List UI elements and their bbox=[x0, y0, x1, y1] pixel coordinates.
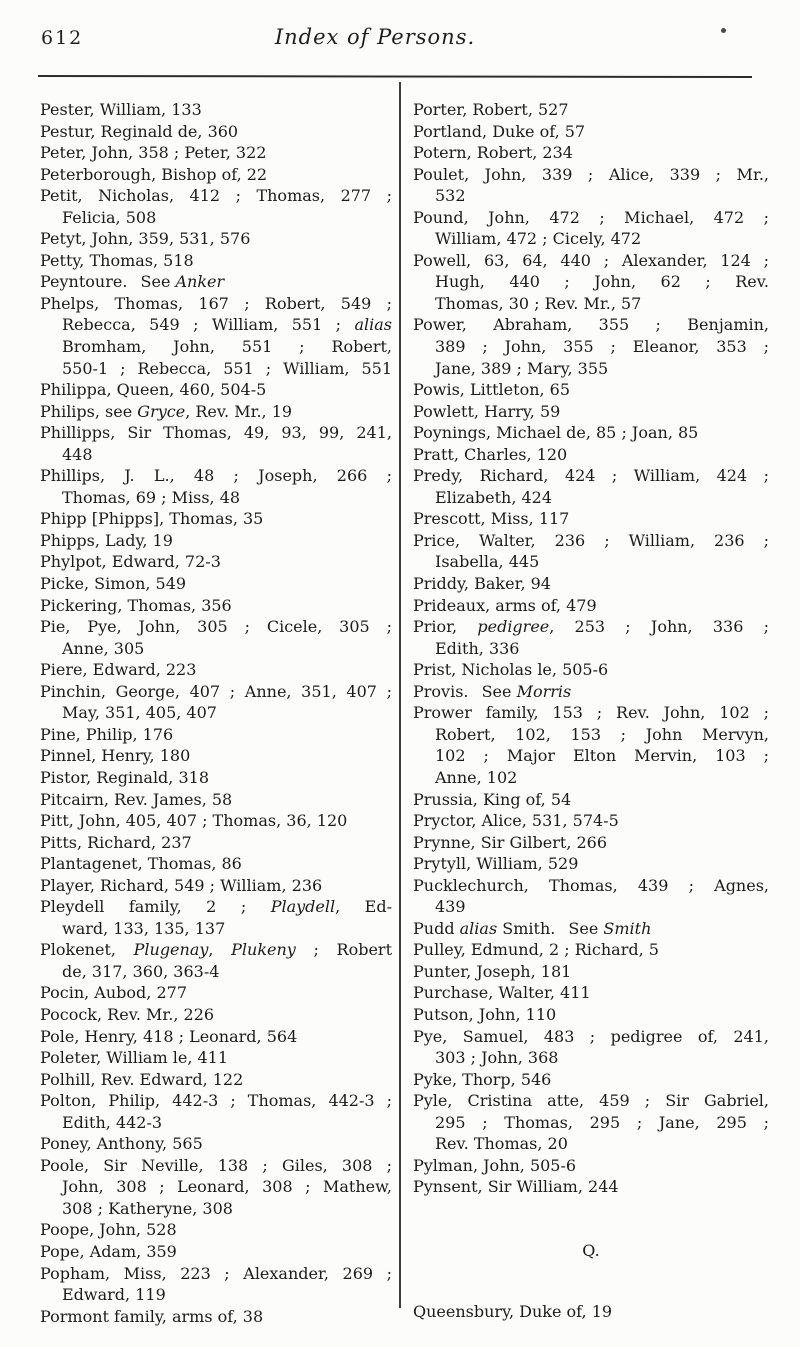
index-line: Picke, Simon, 549 bbox=[40, 574, 187, 594]
index-line: Pitts, Richard, 237 bbox=[40, 832, 192, 852]
index-line: Phillipps, Sir Thomas, 49, 93, 99, 241, bbox=[40, 423, 392, 443]
index-line: Pistor, Reginald, 318 bbox=[40, 767, 210, 787]
index-line: Queensbury, Duke of, 19 bbox=[413, 1302, 613, 1322]
index-line: Prideaux, arms of, 479 bbox=[413, 595, 597, 615]
index-line: Anne, 102 bbox=[435, 767, 518, 787]
page-number: 612 bbox=[41, 27, 84, 49]
index-line: Pye, Samuel, 483 ; pedigree of, 241, bbox=[413, 1026, 769, 1046]
index-line: Priddy, Baker, 94 bbox=[413, 574, 551, 594]
index-line: Price, Walter, 236 ; William, 236 ; bbox=[413, 530, 769, 550]
index-line: Peyntoure. See Anker bbox=[40, 272, 225, 292]
index-line: Rev. Thomas, 20 bbox=[435, 1134, 568, 1154]
index-line: Poney, Anthony, 565 bbox=[40, 1134, 203, 1154]
index-line: Polhill, Rev. Edward, 122 bbox=[40, 1069, 244, 1089]
index-line: Polton, Philip, 442-3 ; Thomas, 442-3 ; bbox=[40, 1091, 392, 1111]
index-line: Prussia, King of, 54 bbox=[413, 789, 572, 809]
index-line: Pestur, Reginald de, 360 bbox=[40, 121, 239, 141]
index-line: Prower family, 153 ; Rev. John, 102 ; bbox=[413, 703, 769, 723]
index-line: Pine, Philip, 176 bbox=[40, 724, 174, 744]
index-line: Pylman, John, 505-6 bbox=[413, 1155, 577, 1175]
index-line: Philippa, Queen, 460, 504-5 bbox=[40, 380, 267, 400]
index-line: Poynings, Michael de, 85 ; Joan, 85 bbox=[413, 423, 699, 443]
index-line: Phipp [Phipps], Thomas, 35 bbox=[40, 509, 264, 529]
index-line: Poole, Sir Neville, 138 ; Giles, 308 ; bbox=[40, 1155, 392, 1175]
index-line: Petty, Thomas, 518 bbox=[40, 250, 194, 270]
index-line: 295 ; Thomas, 295 ; Jane, 295 ; bbox=[435, 1112, 769, 1132]
index-line: Pie, Pye, John, 305 ; Cicele, 305 ; bbox=[40, 617, 392, 637]
index-line: Philips, see Gryce, Rev. Mr., 19 bbox=[40, 401, 293, 421]
index-line: John, 308 ; Leonard, 308 ; Mathew, bbox=[62, 1177, 392, 1197]
index-line: Pormont family, arms of, 38 bbox=[40, 1306, 264, 1326]
index-line: Prytyll, William, 529 bbox=[413, 854, 579, 874]
index-line: Thomas, 30 ; Rev. Mr., 57 bbox=[435, 293, 642, 313]
index-line: Hugh, 440 ; John, 62 ; Rev. bbox=[435, 272, 769, 292]
index-line: Thomas, 69 ; Miss, 48 bbox=[62, 487, 241, 507]
index-line: Pocock, Rev. Mr., 226 bbox=[40, 1004, 215, 1024]
index-line: ward, 133, 135, 137 bbox=[62, 918, 226, 938]
index-line: 389 ; John, 355 ; Eleanor, 353 ; bbox=[435, 337, 769, 357]
index-line: Jane, 389 ; Mary, 355 bbox=[435, 358, 609, 378]
index-line: Pole, Henry, 418 ; Leonard, 564 bbox=[40, 1026, 298, 1046]
index-line: Pinchin, George, 407 ; Anne, 351, 407 ; bbox=[40, 681, 392, 701]
page-title: Index of Persons. bbox=[274, 25, 476, 49]
index-line: Power, Abraham, 355 ; Benjamin, bbox=[413, 315, 769, 335]
index-line: William, 472 ; Cicely, 472 bbox=[435, 229, 642, 249]
index-line: 448 bbox=[62, 444, 93, 464]
index-line: Pocin, Aubod, 277 bbox=[40, 983, 187, 1003]
index-line: Piere, Edward, 223 bbox=[40, 660, 197, 680]
index-line: Potern, Robert, 234 bbox=[413, 143, 573, 163]
index-line: Edith, 442-3 bbox=[62, 1112, 163, 1132]
index-line: Powis, Littleton, 65 bbox=[413, 380, 571, 400]
index-line: Phelps, Thomas, 167 ; Robert, 549 ; bbox=[40, 293, 392, 313]
index-line: Pucklechurch, Thomas, 439 ; Agnes, bbox=[413, 875, 769, 895]
index-line: Petit, Nicholas, 412 ; Thomas, 277 ; bbox=[40, 186, 392, 206]
index-line: Powlett, Harry, 59 bbox=[413, 401, 561, 421]
index-line: 439 bbox=[435, 897, 466, 917]
index-line: Putson, John, 110 bbox=[413, 1004, 557, 1024]
index-line: Poleter, William le, 411 bbox=[40, 1048, 229, 1068]
right-column bbox=[413, 99, 769, 1323]
index-line: Pound, John, 472 ; Michael, 472 ; bbox=[413, 207, 769, 227]
index-line: Phipps, Lady, 19 bbox=[40, 530, 173, 550]
column-divider bbox=[399, 82, 401, 1308]
index-line: 532 bbox=[435, 186, 466, 206]
index-line: Edward, 119 bbox=[62, 1285, 166, 1305]
index-line: Prist, Nicholas le, 505-6 bbox=[413, 660, 609, 680]
index-line: Elizabeth, 424 bbox=[435, 487, 553, 507]
index-line: Purchase, Walter, 411 bbox=[413, 983, 591, 1003]
index-line: Pyke, Thorp, 546 bbox=[413, 1069, 552, 1089]
index-line: Pynsent, Sir William, 244 bbox=[413, 1177, 619, 1197]
index-line: Robert, 102, 153 ; John Mervyn, bbox=[435, 724, 769, 744]
index-line: Pudd alias Smith. See Smith bbox=[413, 918, 652, 938]
index-line: Pulley, Edmund, 2 ; Richard, 5 bbox=[413, 940, 659, 960]
index-line: Plantagenet, Thomas, 86 bbox=[40, 854, 242, 874]
index-line: Rebecca, 549 ; William, 551 ; alias bbox=[62, 315, 392, 335]
index-line: Peter, John, 358 ; Peter, 322 bbox=[40, 143, 267, 163]
index-line: 303 ; John, 368 bbox=[435, 1048, 559, 1068]
section-heading: Q. bbox=[582, 1240, 600, 1260]
index-line: Pratt, Charles, 120 bbox=[413, 444, 568, 464]
index-line: Prynne, Sir Gilbert, 266 bbox=[413, 832, 608, 852]
header-rule bbox=[38, 75, 752, 78]
index-line: 102 ; Major Elton Mervin, 103 ; bbox=[435, 746, 769, 766]
index-line: Pinnel, Henry, 180 bbox=[40, 746, 191, 766]
index-line: Poulet, John, 339 ; Alice, 339 ; Mr., bbox=[413, 164, 769, 184]
index-line: Anne, 305 bbox=[62, 638, 145, 658]
index-line: Punter, Joseph, 181 bbox=[413, 961, 572, 981]
index-line: Felicia, 508 bbox=[62, 207, 157, 227]
index-line: de, 317, 360, 363-4 bbox=[62, 961, 220, 981]
index-line: Popham, Miss, 223 ; Alexander, 269 ; bbox=[40, 1263, 392, 1283]
index-line: Prior, pedigree, 253 ; John, 336 ; bbox=[413, 617, 769, 637]
index-line: Player, Richard, 549 ; William, 236 bbox=[40, 875, 323, 895]
index-line: Porter, Robert, 527 bbox=[413, 100, 569, 119]
index-line: Pitt, John, 405, 407 ; Thomas, 36, 120 bbox=[40, 811, 348, 831]
index-line: Pleydell family, 2 ; Playdell, Ed- bbox=[40, 897, 393, 917]
index-line: 550-1 ; Rebecca, 551 ; William, 551 bbox=[62, 358, 392, 378]
index-line: Phillips, J. L., 48 ; Joseph, 266 ; bbox=[40, 466, 392, 486]
index-line: Petyt, John, 359, 531, 576 bbox=[40, 229, 251, 249]
index-line: Peterborough, Bishop of, 22 bbox=[40, 164, 268, 184]
index-line: Pryctor, Alice, 531, 574-5 bbox=[413, 811, 619, 831]
index-line: Pope, Adam, 359 bbox=[40, 1241, 177, 1261]
index-line: Prescott, Miss, 117 bbox=[413, 509, 570, 529]
left-column bbox=[40, 99, 392, 1327]
index-line: Poope, John, 528 bbox=[40, 1220, 177, 1240]
index-line: Isabella, 445 bbox=[435, 552, 540, 572]
scan-speck bbox=[721, 28, 726, 33]
index-line: Plokenet, Plugenay, Plukeny ; Robert bbox=[40, 940, 392, 960]
index-line: Pyle, Cristina atte, 459 ; Sir Gabriel, bbox=[413, 1091, 769, 1111]
index-line: Phylpot, Edward, 72-3 bbox=[40, 552, 221, 572]
index-line: Powell, 63, 64, 440 ; Alexander, 124 ; bbox=[413, 250, 769, 270]
index-line: Pickering, Thomas, 356 bbox=[40, 595, 232, 615]
index-line: May, 351, 405, 407 bbox=[62, 703, 217, 723]
index-line: 308 ; Katheryne, 308 bbox=[62, 1198, 233, 1218]
index-line: Pester, William, 133 bbox=[40, 100, 202, 119]
index-line: Bromham, John, 551 ; Robert, bbox=[62, 337, 392, 357]
index-line: Edith, 336 bbox=[435, 638, 520, 658]
index-line: Pitcairn, Rev. James, 58 bbox=[40, 789, 233, 809]
index-line: Predy, Richard, 424 ; William, 424 ; bbox=[413, 466, 769, 486]
index-line: Provis. See Morris bbox=[413, 681, 572, 701]
index-line: Portland, Duke of, 57 bbox=[413, 121, 586, 141]
